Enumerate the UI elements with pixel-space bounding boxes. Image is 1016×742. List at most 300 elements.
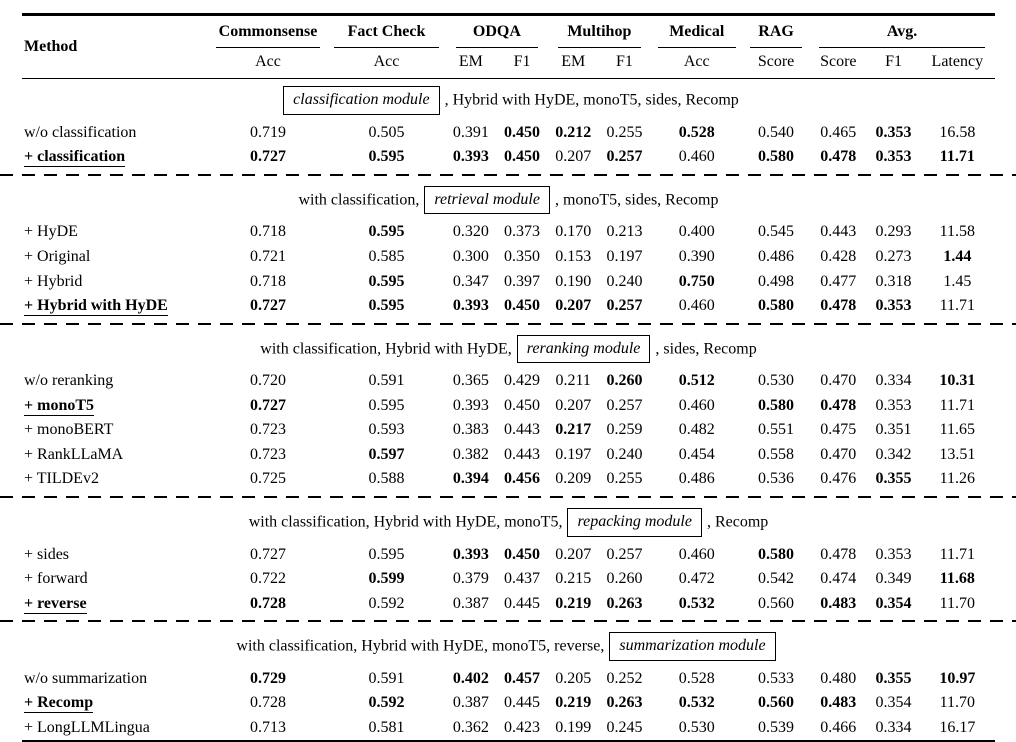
column-group-rule <box>658 41 736 48</box>
value-cell: 0.483 <box>820 594 857 612</box>
section-summarization-module <box>22 616 995 742</box>
column-sub-header: Acc <box>327 48 445 79</box>
method-label: + LongLLMLingua <box>24 718 150 736</box>
table-header <box>22 15 995 79</box>
value-cell: 0.723 <box>249 421 286 439</box>
column-group-label: Fact Check <box>347 23 426 40</box>
value-cell: 0.478 <box>820 396 857 414</box>
value-cell: 0.334 <box>875 372 912 390</box>
table-row <box>22 467 995 492</box>
method-cell <box>22 467 209 492</box>
value-cell: 0.318 <box>875 272 912 290</box>
value-cell: 0.591 <box>368 669 405 687</box>
value-cell: 0.719 <box>249 123 286 141</box>
method-label: + RankLLaMA <box>24 445 124 463</box>
ablation-results-table <box>22 13 995 742</box>
value-cell: 0.212 <box>555 123 592 141</box>
value-cell: 0.365 <box>452 372 489 390</box>
value-cell: 0.532 <box>678 594 715 612</box>
value-cell: 0.190 <box>555 272 592 290</box>
value-cell: 16.58 <box>939 123 976 141</box>
value-cell: 0.478 <box>820 148 857 166</box>
value-cell: 0.592 <box>368 594 405 612</box>
column-group-odqa <box>446 15 548 48</box>
column-group-rule <box>456 41 538 48</box>
value-cell: 0.595 <box>368 148 405 166</box>
method-cell <box>22 567 209 592</box>
method-cell <box>22 592 209 617</box>
value-cell: 0.486 <box>678 470 715 488</box>
value-cell: 0.595 <box>368 272 405 290</box>
value-cell: 0.713 <box>249 718 286 736</box>
value-cell: 0.595 <box>368 223 405 241</box>
value-cell: 0.558 <box>758 445 795 463</box>
value-cell: 0.580 <box>758 148 795 166</box>
value-cell: 0.443 <box>504 445 541 463</box>
value-cell: 0.207 <box>555 545 592 563</box>
table-row <box>22 369 995 394</box>
method-cell <box>22 543 209 568</box>
value-cell: 0.349 <box>875 570 912 588</box>
value-cell: 1.45 <box>943 272 972 290</box>
value-cell: 0.718 <box>249 223 286 241</box>
method-label: + Hybrid with HyDE <box>24 297 168 315</box>
value-cell: 0.213 <box>606 223 643 241</box>
column-group-label: ODQA <box>472 23 521 40</box>
value-cell: 0.597 <box>368 445 405 463</box>
value-cell: 0.486 <box>758 248 795 266</box>
section-header-post-text: , Hybrid with HyDE, monoT5, sides, Recomp <box>444 91 739 109</box>
value-cell: 0.540 <box>758 123 795 141</box>
value-cell: 0.505 <box>368 123 405 141</box>
section-separator-row <box>22 492 995 501</box>
value-cell: 0.545 <box>758 223 795 241</box>
section-header-row <box>22 79 995 121</box>
section-header-pre-text: with classification, Hybrid with HyDE, monoT5, reverse, <box>236 637 605 655</box>
value-cell: 0.257 <box>606 148 643 166</box>
value-cell: 0.437 <box>504 570 541 588</box>
value-cell: 11.70 <box>939 594 976 612</box>
section-header-post-text: , Recomp <box>706 513 769 531</box>
value-cell: 0.300 <box>452 248 489 266</box>
value-cell: 0.394 <box>452 470 489 488</box>
column-group-rule <box>216 41 320 48</box>
method-cell <box>22 691 209 716</box>
section-reranking-module <box>22 319 995 492</box>
method-label: + TILDEv2 <box>24 470 99 488</box>
column-group-label: Avg. <box>886 23 918 40</box>
method-label: + monoT5 <box>24 396 95 414</box>
value-cell: 0.393 <box>452 545 489 563</box>
value-cell: 0.592 <box>368 694 405 712</box>
column-group-label: Multihop <box>567 23 632 40</box>
column-sub-header: Acc <box>651 48 743 79</box>
value-cell: 0.727 <box>249 396 286 414</box>
method-label: w/o reranking <box>24 372 114 390</box>
table-row <box>22 394 995 419</box>
column-group-label: Commonsense <box>218 23 318 40</box>
column-group-label: RAG <box>758 23 794 40</box>
value-cell: 16.17 <box>939 718 976 736</box>
table-row <box>22 592 995 617</box>
dashed-separator <box>0 620 1016 622</box>
value-cell: 0.199 <box>555 718 592 736</box>
value-cell: 0.477 <box>820 272 857 290</box>
section-retrieval-module <box>22 170 995 319</box>
value-cell: 0.402 <box>452 669 489 687</box>
value-cell: 0.532 <box>678 694 715 712</box>
column-group-rag <box>743 15 809 48</box>
value-cell: 10.97 <box>939 669 976 687</box>
value-cell: 0.373 <box>504 223 541 241</box>
value-cell: 0.215 <box>555 570 592 588</box>
column-group-multihop <box>548 15 650 48</box>
value-cell: 0.207 <box>555 297 592 315</box>
method-cell <box>22 220 209 245</box>
value-cell: 0.460 <box>678 148 715 166</box>
value-cell: 0.465 <box>820 123 857 141</box>
value-cell: 0.528 <box>678 123 715 141</box>
method-cell <box>22 418 209 443</box>
value-cell: 0.443 <box>504 421 541 439</box>
value-cell: 0.474 <box>820 570 857 588</box>
method-cell <box>22 667 209 692</box>
module-box: retrieval module <box>424 186 550 215</box>
value-cell: 0.721 <box>249 248 286 266</box>
value-cell: 0.460 <box>678 396 715 414</box>
value-cell: 0.273 <box>875 248 912 266</box>
value-cell: 0.539 <box>758 718 795 736</box>
value-cell: 0.400 <box>678 223 715 241</box>
value-cell: 0.240 <box>606 445 643 463</box>
table-row <box>22 220 995 245</box>
value-cell: 0.353 <box>875 148 912 166</box>
value-cell: 0.551 <box>758 421 795 439</box>
value-cell: 0.387 <box>452 694 489 712</box>
value-cell: 0.429 <box>504 372 541 390</box>
value-cell: 0.750 <box>678 272 715 290</box>
section-separator-row <box>22 170 995 179</box>
column-sub-header: Score <box>743 48 809 79</box>
table-row <box>22 691 995 716</box>
section-header-row <box>22 625 995 667</box>
method-label: + HyDE <box>24 223 78 241</box>
column-sub-header: Acc <box>209 48 327 79</box>
section-header-post-text: , sides, Recomp <box>655 340 757 358</box>
value-cell: 0.445 <box>504 594 541 612</box>
value-cell: 0.480 <box>820 669 857 687</box>
column-group-rule <box>558 41 640 48</box>
value-cell: 0.725 <box>249 470 286 488</box>
column-group-fact-check <box>327 15 445 48</box>
value-cell: 0.727 <box>249 297 286 315</box>
value-cell: 0.252 <box>606 669 643 687</box>
value-cell: 0.260 <box>606 372 643 390</box>
value-cell: 0.727 <box>249 545 286 563</box>
dashed-separator <box>0 496 1016 498</box>
method-cell <box>22 245 209 270</box>
value-cell: 0.257 <box>606 396 643 414</box>
table-row <box>22 667 995 692</box>
dashed-separator <box>0 174 1016 176</box>
module-box: repacking module <box>567 508 701 537</box>
method-cell <box>22 394 209 419</box>
value-cell: 0.585 <box>368 248 405 266</box>
section-classification-module <box>22 79 995 170</box>
value-cell: 0.197 <box>606 248 643 266</box>
value-cell: 0.397 <box>504 272 541 290</box>
column-sub-header: F1 <box>598 48 650 79</box>
value-cell: 0.351 <box>875 421 912 439</box>
value-cell: 0.720 <box>249 372 286 390</box>
section-separator-row <box>22 319 995 328</box>
section-header-row <box>22 328 995 370</box>
value-cell: 0.470 <box>820 372 857 390</box>
value-cell: 0.354 <box>875 694 912 712</box>
value-cell: 0.580 <box>758 545 795 563</box>
section-header-row <box>22 501 995 543</box>
value-cell: 11.71 <box>939 396 976 414</box>
method-cell <box>22 443 209 468</box>
method-cell <box>22 121 209 146</box>
value-cell: 0.205 <box>555 669 592 687</box>
method-label: + reverse <box>24 594 87 612</box>
column-group-commonsense <box>209 15 327 48</box>
table-row <box>22 145 995 170</box>
value-cell: 0.498 <box>758 272 795 290</box>
value-cell: 0.382 <box>452 445 489 463</box>
section-header-pre-text: with classification, <box>298 191 420 209</box>
method-label: + Original <box>24 248 91 266</box>
value-cell: 0.379 <box>452 570 489 588</box>
section-header-post-text: , monoT5, sides, Recomp <box>554 191 719 209</box>
method-cell <box>22 716 209 742</box>
value-cell: 0.727 <box>249 148 286 166</box>
value-cell: 0.475 <box>820 421 857 439</box>
value-cell: 0.581 <box>368 718 405 736</box>
value-cell: 0.595 <box>368 545 405 563</box>
value-cell: 0.593 <box>368 421 405 439</box>
column-sub-header: EM <box>548 48 598 79</box>
value-cell: 0.207 <box>555 396 592 414</box>
value-cell: 0.255 <box>606 470 643 488</box>
method-label: + monoBERT <box>24 421 114 439</box>
value-cell: 0.728 <box>249 594 286 612</box>
value-cell: 0.722 <box>249 570 286 588</box>
value-cell: 0.466 <box>820 718 857 736</box>
value-cell: 0.591 <box>368 372 405 390</box>
method-label: w/o classification <box>24 123 137 141</box>
value-cell: 0.560 <box>758 594 795 612</box>
value-cell: 1.44 <box>943 248 972 266</box>
table-row <box>22 567 995 592</box>
value-cell: 0.355 <box>875 669 912 687</box>
table-row <box>22 270 995 295</box>
section-header-pre-text: with classification, Hybrid with HyDE, monoT5, <box>248 513 563 531</box>
value-cell: 0.393 <box>452 396 489 414</box>
value-cell: 0.476 <box>820 470 857 488</box>
column-group-rule <box>750 41 802 48</box>
value-cell: 0.599 <box>368 570 405 588</box>
value-cell: 0.219 <box>555 594 592 612</box>
value-cell: 0.533 <box>758 669 795 687</box>
section-header-pre-text: with classification, Hybrid with HyDE, <box>260 340 512 358</box>
table-row <box>22 418 995 443</box>
table-row <box>22 543 995 568</box>
value-cell: 0.482 <box>678 421 715 439</box>
value-cell: 0.472 <box>678 570 715 588</box>
value-cell: 11.65 <box>939 421 976 439</box>
value-cell: 0.350 <box>504 248 541 266</box>
value-cell: 0.393 <box>452 148 489 166</box>
value-cell: 11.58 <box>939 223 976 241</box>
column-sub-header: F1 <box>496 48 548 79</box>
value-cell: 0.355 <box>875 470 912 488</box>
value-cell: 0.450 <box>504 297 541 315</box>
method-label: + sides <box>24 545 70 563</box>
value-cell: 13.51 <box>939 445 976 463</box>
table-row <box>22 245 995 270</box>
section-repacking-module <box>22 492 995 616</box>
value-cell: 0.170 <box>555 223 592 241</box>
dashed-separator <box>0 323 1016 325</box>
value-cell: 0.257 <box>606 545 643 563</box>
section-separator-row <box>22 616 995 625</box>
value-cell: 0.353 <box>875 123 912 141</box>
value-cell: 0.456 <box>504 470 541 488</box>
module-box: summarization module <box>609 632 775 661</box>
method-label: + Hybrid <box>24 272 83 290</box>
value-cell: 0.263 <box>606 594 643 612</box>
value-cell: 0.728 <box>249 694 286 712</box>
table-row <box>22 294 995 319</box>
value-cell: 0.450 <box>504 148 541 166</box>
value-cell: 0.528 <box>678 669 715 687</box>
value-cell: 11.70 <box>939 694 976 712</box>
table-row <box>22 443 995 468</box>
value-cell: 11.68 <box>939 570 975 588</box>
value-cell: 0.478 <box>820 297 857 315</box>
value-cell: 11.71 <box>939 148 975 166</box>
value-cell: 0.353 <box>875 297 912 315</box>
value-cell: 0.393 <box>452 297 489 315</box>
method-label: + Recomp <box>24 694 94 712</box>
value-cell: 0.512 <box>678 372 715 390</box>
table-row <box>22 716 995 742</box>
column-sub-header: EM <box>446 48 496 79</box>
value-cell: 0.320 <box>452 223 489 241</box>
value-cell: 0.588 <box>368 470 405 488</box>
table-row <box>22 121 995 146</box>
value-cell: 0.460 <box>678 297 715 315</box>
value-cell: 11.71 <box>939 545 976 563</box>
column-sub-header: Latency <box>920 48 995 79</box>
value-cell: 0.219 <box>555 694 592 712</box>
method-cell <box>22 369 209 394</box>
method-label: + forward <box>24 570 88 588</box>
column-group-rule <box>334 41 438 48</box>
value-cell: 0.450 <box>504 396 541 414</box>
value-cell: 0.530 <box>678 718 715 736</box>
value-cell: 0.390 <box>678 248 715 266</box>
value-cell: 0.153 <box>555 248 592 266</box>
value-cell: 0.450 <box>504 545 541 563</box>
value-cell: 0.595 <box>368 297 405 315</box>
value-cell: 0.595 <box>368 396 405 414</box>
value-cell: 0.723 <box>249 445 286 463</box>
column-sub-header: Score <box>809 48 867 79</box>
section-header-row <box>22 179 995 221</box>
value-cell: 0.391 <box>452 123 489 141</box>
method-column-header: Method <box>22 15 209 79</box>
group-header-row <box>22 15 995 48</box>
value-cell: 0.207 <box>555 148 592 166</box>
module-box: classification module <box>283 86 439 115</box>
value-cell: 0.718 <box>249 272 286 290</box>
method-cell <box>22 270 209 295</box>
column-group-rule <box>819 41 985 48</box>
value-cell: 0.293 <box>875 223 912 241</box>
value-cell: 0.353 <box>875 545 912 563</box>
value-cell: 0.580 <box>758 396 795 414</box>
value-cell: 0.257 <box>606 297 643 315</box>
method-label: + classification <box>24 148 126 166</box>
value-cell: 0.354 <box>875 594 912 612</box>
value-cell: 0.387 <box>452 594 489 612</box>
value-cell: 0.211 <box>555 372 591 390</box>
value-cell: 0.217 <box>555 421 592 439</box>
module-box: reranking module <box>517 335 651 364</box>
value-cell: 0.245 <box>606 718 643 736</box>
value-cell: 0.470 <box>820 445 857 463</box>
column-group-label: Medical <box>669 23 725 40</box>
value-cell: 0.428 <box>820 248 857 266</box>
value-cell: 11.26 <box>939 470 976 488</box>
value-cell: 0.560 <box>758 694 795 712</box>
column-sub-header: F1 <box>867 48 919 79</box>
value-cell: 0.259 <box>606 421 643 439</box>
value-cell: 0.454 <box>678 445 715 463</box>
method-cell <box>22 145 209 170</box>
value-cell: 0.362 <box>452 718 489 736</box>
value-cell: 0.263 <box>606 694 643 712</box>
method-cell <box>22 294 209 319</box>
value-cell: 0.542 <box>758 570 795 588</box>
value-cell: 0.334 <box>875 718 912 736</box>
value-cell: 0.460 <box>678 545 715 563</box>
value-cell: 0.347 <box>452 272 489 290</box>
value-cell: 0.255 <box>606 123 643 141</box>
value-cell: 0.536 <box>758 470 795 488</box>
column-group-medical <box>651 15 743 48</box>
value-cell: 0.342 <box>875 445 912 463</box>
value-cell: 0.483 <box>820 694 857 712</box>
value-cell: 0.383 <box>452 421 489 439</box>
value-cell: 0.478 <box>820 545 857 563</box>
value-cell: 0.260 <box>606 570 643 588</box>
value-cell: 0.580 <box>758 297 795 315</box>
value-cell: 0.353 <box>875 396 912 414</box>
value-cell: 0.445 <box>504 694 541 712</box>
value-cell: 0.423 <box>504 718 541 736</box>
value-cell: 0.240 <box>606 272 643 290</box>
value-cell: 0.443 <box>820 223 857 241</box>
value-cell: 0.209 <box>555 470 592 488</box>
value-cell: 0.530 <box>758 372 795 390</box>
value-cell: 0.457 <box>504 669 541 687</box>
value-cell: 0.197 <box>555 445 592 463</box>
method-label: w/o summarization <box>24 669 148 687</box>
